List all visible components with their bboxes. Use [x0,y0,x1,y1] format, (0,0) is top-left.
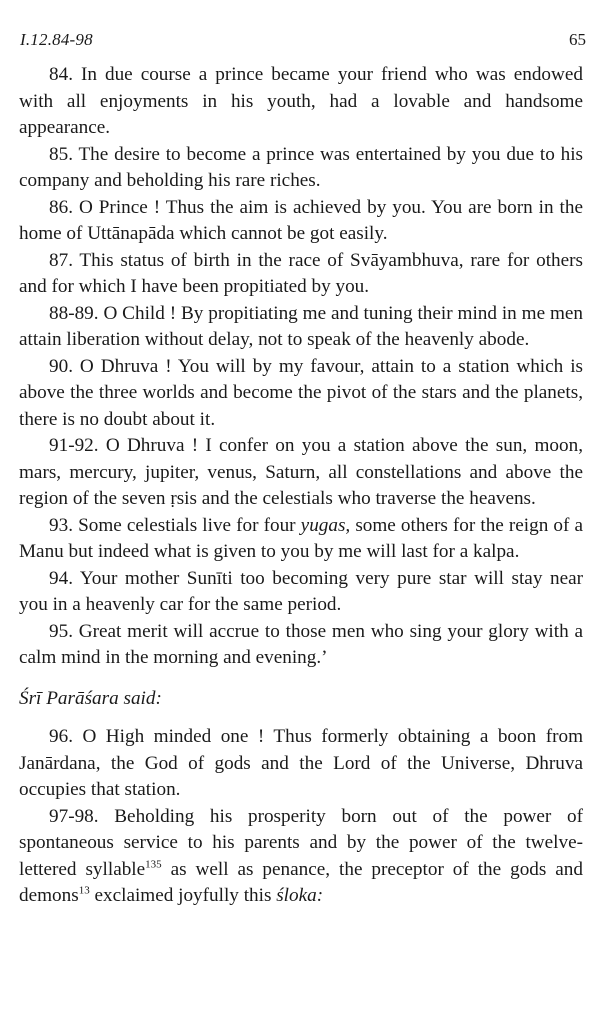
running-head: I.12.84-98 [20,30,93,49]
page-header [20,30,586,54]
verse-93 [19,513,583,566]
body-text [19,62,583,910]
verse-97-text-c: exclaimed joyfully this [89,885,277,906]
verse-97-emphasis: śloka: [276,885,324,906]
verse-97-98 [19,804,583,910]
verse-93-text-b: some others for the reign of a Manu but indeed what is given to you by me will last for a kalpa. [19,514,583,562]
verse-87: 87. This status of birth in the race of Svāyambhuva, rare for others and for which I have been propitiated by you. [19,249,583,297]
verse-97-text-b: as well as penance, the preceptor of the gods and demons [19,858,583,906]
verse-94: 94. Your mother Sunīti too becoming very pure star will stay near you in a heavenly car for the same period. [19,567,583,615]
verse-95: 95. Great merit will accrue to those men who sing your glory with a calm mind in the morning and evening.’ [19,620,583,668]
verse-97-text-a: 97-98. Beholding his prosperity born out of the power of spontaneous service to his parents and by the power of the twelve-lettered syllable [19,805,583,880]
verse-84: 84. In due course a prince became your friend who was endowed with all enjoyments in his youth, had a lovable and handsome appearance. [19,64,583,138]
footnote-ref-13: 13 [78,884,90,897]
verse-88-89: 88-89. O Child ! By propitiating me and tuning their mind in me men attain liberation without delay, not to speak of the heavenly abode. [19,302,583,350]
verse-90: 90. O Dhruva ! You will by my favour, attain to a station which is above the three worlds and become the pivot of the stars and the planets, there is no doubt about it. [19,355,583,430]
verse-85: 85. The desire to become a prince was entertained by you due to his company and beholding his rare riches. [19,143,583,191]
verse-91-92: 91-92. O Dhruva ! I confer on you a station above the sun, moon, mars, mercury, jupiter, venus, Saturn, all constellations and above the region of the seven ṛsis and the celestials who traverse the heavens. [19,435,583,509]
page-number: 65 [569,30,586,49]
verse-93-emphasis: yugas, [300,514,351,536]
verse-86: 86. O Prince ! Thus the aim is achieved by you. You are born in the home of Uttānapāda which cannot be got easily. [19,196,583,244]
footnote-ref-135: 135 [145,858,162,871]
speaker-heading: Śrī Parāśara said: [19,687,162,709]
verse-93-text-a: 93. Some celestials live for four [49,514,301,536]
verse-96: 96. O High minded one ! Thus formerly obtaining a boon from Janārdana, the God of gods and the Lord of the Universe, Dhruva occupies that station. [19,726,583,800]
